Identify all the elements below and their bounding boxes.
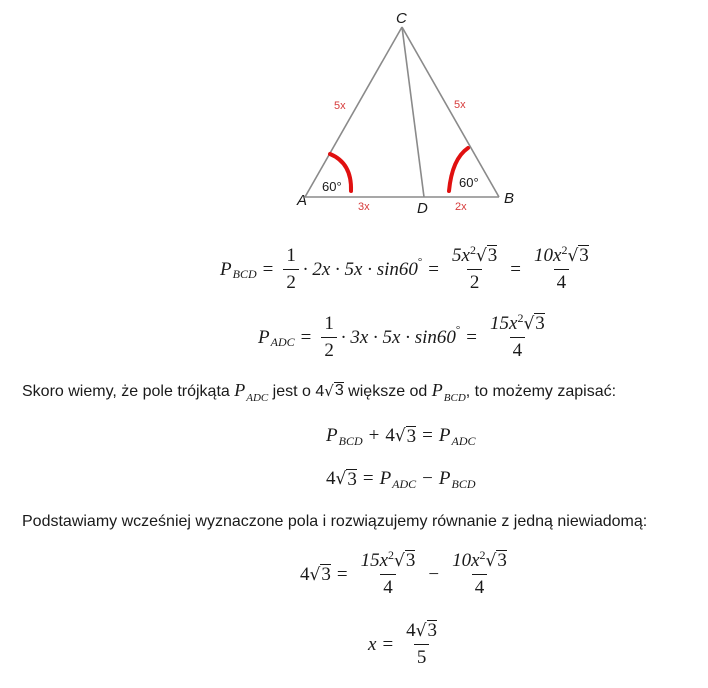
math-token xyxy=(487,313,548,337)
math-token: − xyxy=(422,468,433,489)
math-token xyxy=(394,550,415,571)
math-token xyxy=(324,382,343,400)
math-token: 3 xyxy=(405,550,416,572)
math-token: 3 xyxy=(535,313,545,335)
math-token: = xyxy=(428,258,439,280)
math-token: BCD xyxy=(338,433,363,448)
math-token: 4 xyxy=(406,620,416,641)
p1-text-2: jest o 4 xyxy=(268,383,325,400)
eq1-lhs-letter: P xyxy=(220,258,232,280)
math-token xyxy=(336,469,357,490)
triangle-diagram xyxy=(280,5,530,220)
math-token: 2 xyxy=(561,243,568,257)
paragraph-1 xyxy=(22,380,617,404)
side-label-bc: 5x xyxy=(454,99,466,111)
math-token: 1 xyxy=(324,313,334,334)
math-token: x xyxy=(368,633,377,655)
p1-radicand: 3 xyxy=(334,382,344,400)
math-token: 3 xyxy=(321,564,331,586)
side-label-db: 2x xyxy=(455,201,467,213)
math-token: 3 xyxy=(579,245,589,267)
math-token xyxy=(567,245,588,266)
math-token: 3 xyxy=(427,620,437,642)
math-token xyxy=(449,550,510,574)
math-token: P xyxy=(438,468,451,489)
angle-label-a: 60° xyxy=(322,179,342,194)
math-token: 1 xyxy=(286,245,296,266)
eq1-lhs-sub: BCD xyxy=(232,267,257,281)
eq2-lhs-sub: ADC xyxy=(270,335,295,349)
math-token: = xyxy=(362,468,374,489)
math-token: 5x xyxy=(452,245,470,266)
math-token xyxy=(395,426,416,447)
math-token: 10x xyxy=(534,245,562,266)
equation-area-adc xyxy=(258,313,552,362)
p1-math-sub-2: BCD xyxy=(443,392,466,404)
math-token xyxy=(310,564,331,585)
math-token: = xyxy=(336,563,348,585)
eq1-frac2 xyxy=(531,245,592,294)
side-bc xyxy=(402,27,499,197)
eq2-half xyxy=(321,313,337,362)
math-token xyxy=(523,313,544,334)
triangle-lines xyxy=(305,27,499,197)
vertex-label-b: B xyxy=(504,190,515,207)
math-token: √ xyxy=(567,246,579,266)
math-token: 4 xyxy=(554,269,570,294)
math-token: √ xyxy=(415,621,427,641)
math-token xyxy=(358,550,419,574)
math-token: 4 xyxy=(510,337,526,362)
math-token: $P_{ADC}$ xyxy=(234,380,269,404)
eq2-frac xyxy=(487,313,548,362)
math-token: 3 xyxy=(497,550,507,572)
math-token: − xyxy=(428,563,440,585)
math-token: 3 xyxy=(347,468,357,490)
math-token: ADC xyxy=(451,433,476,448)
math-token: 4 xyxy=(326,468,336,489)
side-label-ad: 3x xyxy=(358,201,370,213)
math-token: = xyxy=(382,633,394,655)
vertex-label-c: C xyxy=(396,10,407,27)
math-token: $P_{BCD}$ xyxy=(431,380,466,404)
math-token: 10x xyxy=(452,550,480,571)
math-token: = xyxy=(262,258,274,280)
p1-math-sub-1: ADC xyxy=(246,392,269,404)
eq2-product: · 3x · 5x · sin60 xyxy=(340,326,456,348)
side-ac xyxy=(305,27,402,197)
equation-substituted xyxy=(300,550,514,599)
segment-cd xyxy=(402,27,424,197)
math-token: 15x xyxy=(360,550,388,571)
equation-area-bcd xyxy=(220,245,596,294)
math-token: 5 xyxy=(414,644,430,669)
p1-text-1: Skoro wiemy, że pole trójkąta xyxy=(22,383,235,400)
eq1-half xyxy=(283,245,299,294)
math-token: 2 xyxy=(469,243,476,257)
math-token: 4 xyxy=(380,574,396,599)
math-token xyxy=(403,620,440,644)
math-token: √ xyxy=(475,246,487,266)
math-token xyxy=(358,550,419,599)
eq1-product: · 2x · 5x · sin60 xyxy=(302,258,418,280)
math-token: 4 xyxy=(385,425,395,446)
math-token: √ xyxy=(309,564,321,585)
eq1-frac1 xyxy=(449,245,500,294)
eq2-lhs-letter: P xyxy=(258,326,270,348)
equation-solution xyxy=(368,620,444,669)
math-token: 2 xyxy=(467,269,483,294)
math-token xyxy=(449,245,500,269)
equation-sum xyxy=(326,425,476,447)
math-token: √ xyxy=(394,551,405,571)
math-token: 2 xyxy=(388,548,394,562)
math-token xyxy=(449,550,510,599)
math-token: ° xyxy=(417,255,423,268)
math-token xyxy=(531,245,592,269)
math-token: 3 xyxy=(406,425,417,447)
math-token: ° xyxy=(455,323,461,336)
math-token: ADC xyxy=(392,476,417,491)
math-token: 2 xyxy=(321,337,337,362)
math-token: P xyxy=(379,468,392,489)
p1-text-3: większe od xyxy=(343,383,432,400)
math-token xyxy=(416,620,437,641)
side-label-ac: 5x xyxy=(334,100,346,112)
math-token: P xyxy=(438,425,451,446)
angle-label-b: 60° xyxy=(459,175,479,190)
math-token: √ xyxy=(523,314,535,334)
paragraph-2: Podstawiamy wcześniej wyznaczone pola i rozwiązujemy równanie z jedną niewiadomą: xyxy=(22,513,648,530)
math-token: 3 xyxy=(487,245,498,267)
math-token: 15x xyxy=(490,313,518,334)
math-token xyxy=(486,550,507,571)
math-token: + xyxy=(368,425,380,446)
math-token: = xyxy=(510,258,521,280)
math-token: 4 xyxy=(472,574,488,599)
vertex-label-d: D xyxy=(417,200,428,217)
math-token: √ xyxy=(324,382,334,400)
math-token: 2 xyxy=(479,548,486,562)
math-token: P xyxy=(326,425,338,446)
math-token: 2 xyxy=(283,269,299,294)
vertex-label-a: A xyxy=(297,192,308,209)
math-token xyxy=(403,620,440,669)
math-token: √ xyxy=(485,551,497,571)
math-token: 4 xyxy=(300,563,310,585)
math-token: = xyxy=(422,425,433,446)
math-token: = xyxy=(300,326,312,348)
p1-text-4: , to możemy zapisać: xyxy=(465,383,617,400)
math-token: BCD xyxy=(451,476,476,491)
math-token: √ xyxy=(335,469,347,490)
equation-difference xyxy=(326,468,476,490)
math-token: √ xyxy=(394,426,406,447)
math-token: 2 xyxy=(517,311,524,325)
math-token: = xyxy=(466,326,477,348)
math-token xyxy=(476,245,497,266)
